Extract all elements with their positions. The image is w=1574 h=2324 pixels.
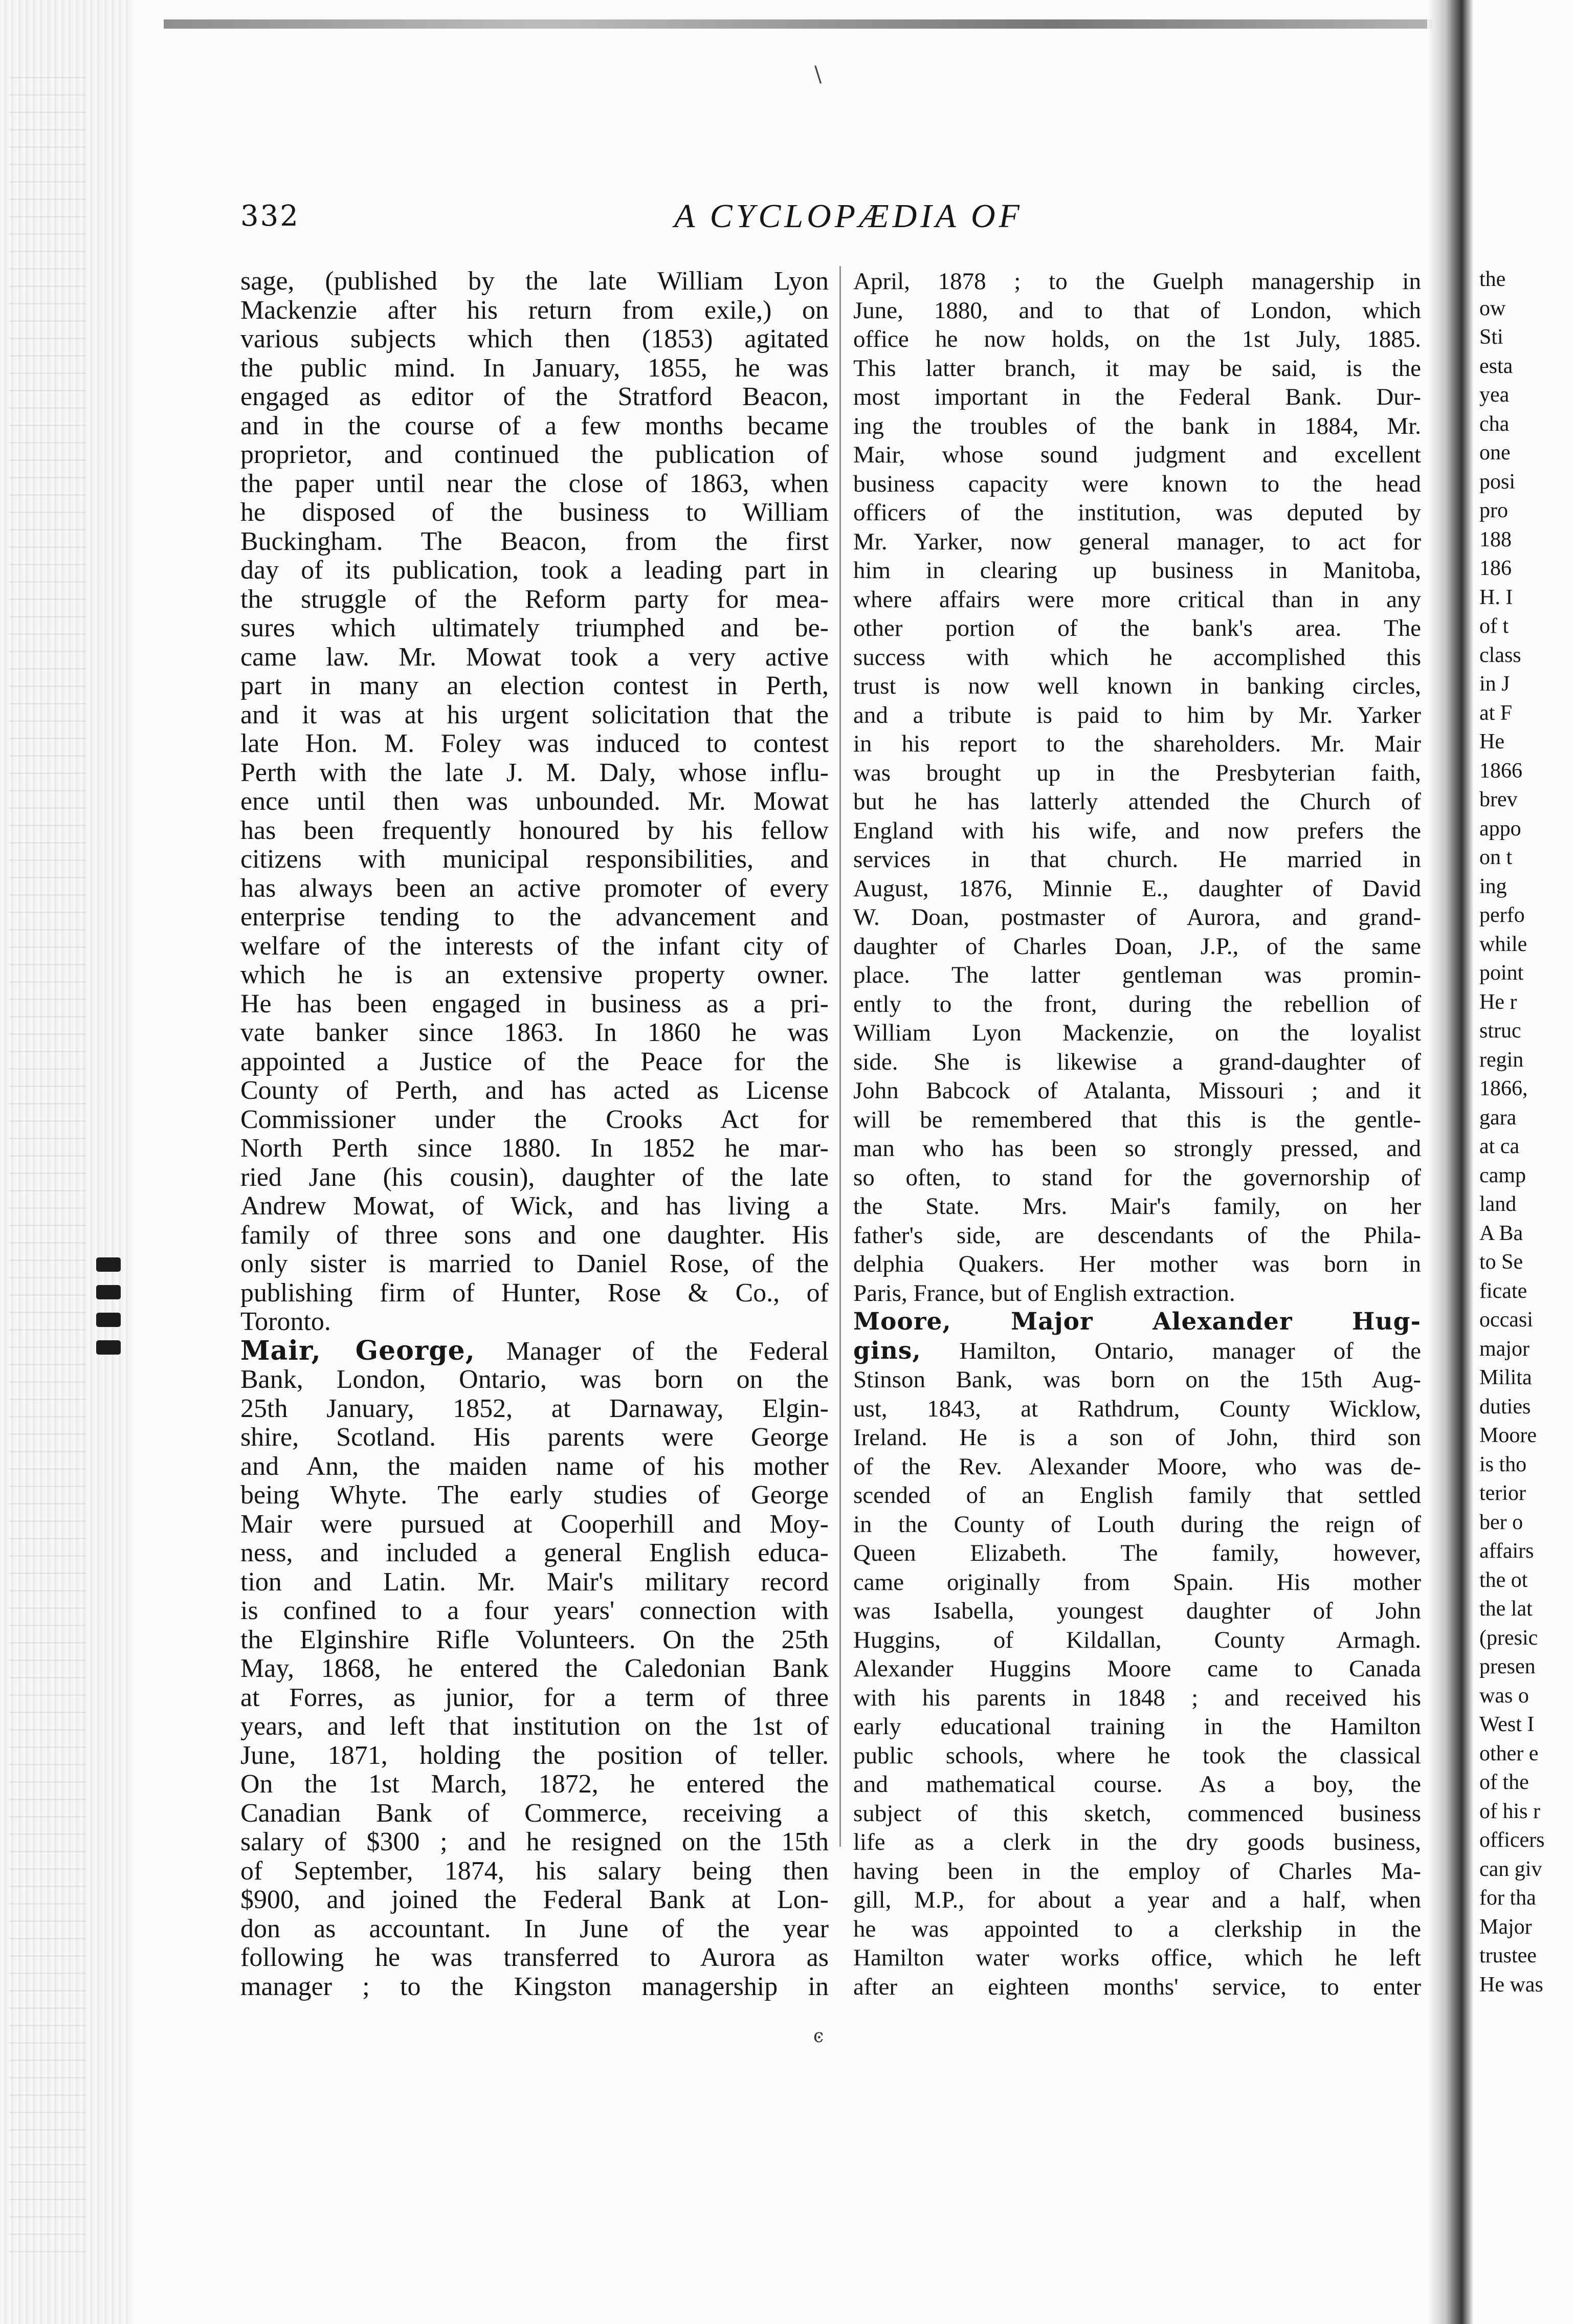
text-line: Hamilton water works office, which he left (853, 1944, 1421, 1971)
facing-fragment: 1866, (1479, 1077, 1528, 1100)
facing-fragment: Moore (1479, 1424, 1537, 1447)
right-column (853, 267, 1421, 2001)
text-line: ness, and included a general English educa- (240, 1539, 829, 1567)
facing-fragment: Sti (1479, 325, 1503, 349)
facing-fragment: major (1479, 1337, 1529, 1361)
facing-fragment: of the (1479, 1770, 1529, 1794)
text-line: officers of the institution, was deputed by (853, 499, 1421, 526)
facing-fragment: Milita (1479, 1366, 1532, 1389)
left-edge-noise (9, 61, 86, 2261)
facing-fragment: land (1479, 1192, 1517, 1216)
text-line: part in many an election contest in Perth, (240, 672, 829, 700)
text-line: the struggle of the Reform party for mea- (240, 585, 829, 614)
facing-fragment: West I (1479, 1713, 1535, 1736)
text-line: enterprise tending to the advancement and (240, 903, 829, 932)
text-line: publishing firm of Hunter, Rose & Co., of (240, 1278, 829, 1308)
text-line: of the Rev. Alexander Moore, who was de- (853, 1453, 1421, 1480)
text-line: him in clearing up business in Manitoba, (853, 557, 1421, 584)
facing-fragment: on t (1479, 846, 1513, 869)
text-line: County of Perth, and has acted as License (240, 1076, 829, 1105)
text-line: On the 1st March, 1872, he entered the (240, 1770, 829, 1799)
column-divider (839, 266, 841, 1847)
running-title: A CYCLOPÆDIA OF (674, 197, 1023, 235)
text-line: has been frequently honoured by his fellow (240, 816, 829, 845)
text-line: don as accountant. In June of the year (240, 1914, 829, 1943)
text-line: August, 1876, Minnie E., daughter of David (853, 875, 1421, 902)
text-line: has always been an active promoter of every (240, 874, 829, 903)
text-line: place. The latter gentleman was promin- (853, 962, 1421, 988)
text-line: Commissioner under the Crooks Act for (240, 1105, 829, 1134)
text-line: and Ann, the maiden name of his mother (240, 1452, 829, 1481)
text-line: where affairs were more critical than in any (853, 586, 1421, 613)
facing-fragment: class (1479, 643, 1521, 667)
text-line: shire, Scotland. His parents were George (240, 1423, 829, 1452)
facing-page-fragments (1479, 265, 1571, 1999)
text-line: Canadian Bank of Commerce, receiving a (240, 1799, 829, 1828)
text-line: he was appointed to a clerkship in the (853, 1915, 1421, 1942)
text-line: Huggins, of Kildallan, County Armagh. (853, 1626, 1421, 1653)
page-number: 332 (240, 200, 300, 233)
facing-fragment: trustee (1479, 1944, 1537, 1967)
text-line: life as a clerk in the dry goods business, (853, 1829, 1421, 1855)
left-column-entry-text (240, 1365, 829, 2001)
text-line: in the County of Louth during the reign of (853, 1511, 1421, 1538)
text-line: This latter branch, it may be said, is the (853, 355, 1421, 382)
text-line: Stinson Bank, was born on the 15th Aug- (853, 1366, 1421, 1393)
entry-heading-mair: Mair, George, (240, 1336, 475, 1365)
text-line: engaged as editor of the Stratford Beacon, (240, 383, 829, 411)
text-line: father's side, are descendants of the Phila- (853, 1222, 1421, 1249)
facing-fragment: is tho (1479, 1452, 1527, 1476)
facing-fragment: pro (1479, 499, 1508, 522)
text-line: delphia Quakers. Her mother was born in (853, 1251, 1421, 1277)
text-line: is confined to a four years' connection with (240, 1597, 829, 1625)
text-line: Andrew Mowat, of Wick, and has living a (240, 1192, 829, 1221)
text-line: day of its publication, took a leading part in (240, 556, 829, 585)
facing-fragment: to Se (1479, 1250, 1523, 1274)
text-line: William Lyon Mackenzie, on the loyalist (853, 1020, 1421, 1046)
text-line: He has been engaged in business as a pri- (240, 989, 829, 1019)
facing-fragment: at F (1479, 701, 1513, 725)
text-line: Toronto. (240, 1308, 331, 1336)
text-line: ried Jane (his cousin), daughter of the late (240, 1163, 829, 1192)
entry-heading-moore: Moore, Major Alexander Hug- (853, 1308, 1421, 1336)
facing-fragment: occasi (1479, 1308, 1533, 1332)
facing-fragment: of t (1479, 614, 1509, 638)
text-line: Ireland. He is a son of John, third son (853, 1424, 1421, 1451)
facing-fragment: appo (1479, 816, 1521, 840)
facing-fragment: can giv (1479, 1857, 1542, 1881)
left-column-text (240, 267, 829, 1337)
text-line: early educational training in the Hamilton (853, 1713, 1421, 1740)
text-line: ence until then was unbounded. Mr. Mowat (240, 787, 829, 816)
text-line: the paper until near the close of 1863, when (240, 469, 829, 498)
facing-fragment: Major (1479, 1915, 1532, 1939)
text-line: $900, and joined the Federal Bank at Lon- (240, 1886, 829, 1914)
facing-fragment: was o (1479, 1684, 1529, 1708)
text-line: welfare of the interests of the infant city of (240, 932, 829, 961)
facing-fragment: 188 (1479, 527, 1512, 551)
text-line: services in that church. He married in (853, 846, 1421, 873)
text-line: late Hon. M. Foley was induced to contest (240, 729, 829, 758)
binding-shadow (1427, 0, 1473, 2324)
text-line: at Forres, as junior, for a term of three (240, 1683, 829, 1712)
facing-fragment: ing (1479, 874, 1507, 898)
facing-fragment: perfo (1479, 903, 1525, 927)
entry-heading-line (853, 1308, 1421, 1337)
facing-fragment: struc (1479, 1019, 1521, 1043)
facing-fragment: (presic (1479, 1626, 1538, 1650)
text-line: Bank, London, Ontario, was born on the (240, 1365, 829, 1394)
text-line: which he is an extensive property owner. (240, 961, 829, 989)
entry-first-line: Hamilton, Ontario, manager of the (959, 1337, 1421, 1364)
facing-fragment: regin (1479, 1048, 1524, 1072)
text-line: was brought up in the Presbyterian faith, (853, 759, 1421, 786)
text-line: side. She is likewise a grand-daughter of (853, 1048, 1421, 1075)
binding-mark (96, 1285, 121, 1299)
facing-fragment: He r (1479, 990, 1517, 1014)
text-line: scended of an English family that settled (853, 1482, 1421, 1509)
facing-fragment: esta (1479, 354, 1513, 378)
facing-fragment: the ot (1479, 1568, 1528, 1592)
facing-fragment: for tha (1479, 1886, 1536, 1910)
facing-fragment: ficate (1479, 1279, 1527, 1303)
text-line: various subjects which then (1853) agitated (240, 325, 829, 353)
facing-fragment: other e (1479, 1741, 1539, 1765)
text-line: years, and left that institution on the 1st of (240, 1712, 829, 1741)
text-line: and it was at his urgent solicitation that the (240, 700, 829, 729)
text-line: Queen Elizabeth. The family, however, (853, 1540, 1421, 1566)
facing-fragment: while (1479, 932, 1527, 956)
facing-fragment: gara (1479, 1105, 1517, 1130)
facing-fragment: A Ba (1479, 1221, 1523, 1245)
entry-first-line: Manager of the Federal (506, 1336, 829, 1365)
facing-fragment: the lat (1479, 1597, 1533, 1621)
text-line: in his report to the shareholders. Mr. Mair (853, 731, 1421, 757)
text-line: sures which ultimately triumphed and be- (240, 614, 829, 643)
binding-mark (96, 1257, 121, 1272)
text-line: the State. Mrs. Mair's family, on her (853, 1193, 1421, 1220)
text-line: citizens with municipal responsibilities, and (240, 845, 829, 874)
text-line: Paris, France, but of English extraction. (853, 1279, 1235, 1307)
text-line: Mr. Yarker, now general manager, to act for (853, 528, 1421, 555)
text-line: and a tribute is paid to him by Mr. Yarker (853, 701, 1421, 728)
facing-fragment: brev (1479, 788, 1518, 811)
text-line: of September, 1874, his salary being then (240, 1856, 829, 1886)
text-line: appointed a Justice of the Peace for the (240, 1047, 829, 1076)
text-line: following he was transferred to Aurora as (240, 1943, 829, 1972)
text-line: was Isabella, youngest daughter of John (853, 1598, 1421, 1624)
text-line: subject of this sketch, commenced business (853, 1800, 1421, 1827)
text-line: ing the troubles of the bank in 1884, Mr. (853, 412, 1421, 439)
text-line: May, 1868, he entered the Caledonian Bank (240, 1654, 829, 1683)
text-line: success with which he accomplished this (853, 644, 1421, 671)
text-line: will be remembered that this is the gentle- (853, 1106, 1421, 1133)
text-line: vate banker since 1863. In 1860 he was (240, 1019, 829, 1047)
text-line: but he has latterly attended the Church of (853, 788, 1421, 815)
text-line: man who has been so strongly pressed, and (853, 1135, 1421, 1162)
text-line: June, 1871, holding the position of teller. (240, 1741, 829, 1770)
text-line: and in the course of a few months became (240, 411, 829, 440)
facing-fragment: ber o (1479, 1510, 1523, 1534)
footer-mark: ͼ (813, 2026, 824, 2047)
text-line: England with his wife, and now prefers the (853, 817, 1421, 844)
facing-fragment: He was (1479, 1973, 1543, 1997)
text-line: tion and Latin. Mr. Mair's military record (240, 1567, 829, 1597)
text-line: ently to the front, during the rebellion of (853, 990, 1421, 1017)
facing-fragment: duties (1479, 1395, 1531, 1419)
facing-fragment: camp (1479, 1163, 1526, 1187)
facing-fragment: affairs (1479, 1539, 1534, 1563)
text-line: Mair were pursued at Cooperhill and Moy- (240, 1510, 829, 1539)
text-line: other portion of the bank's area. The (853, 615, 1421, 641)
facing-fragment: point (1479, 961, 1524, 985)
facing-fragment: in J (1479, 672, 1510, 696)
text-line: the Elginshire Rifle Volunteers. On the 25th (240, 1625, 829, 1654)
stray-mark: \ (814, 61, 822, 86)
entry-heading-line (240, 1337, 829, 1366)
text-line: family of three sons and one daughter. His (240, 1221, 829, 1250)
text-line: sage, (published by the late William Lyon (240, 267, 829, 296)
right-column-entry-text (853, 1365, 1421, 2001)
text-line: April, 1878 ; to the Guelph managership in (853, 268, 1421, 295)
facing-fragment: of his r (1479, 1799, 1540, 1823)
binding-mark (96, 1340, 121, 1355)
text-line: W. Doan, postmaster of Aurora, and grand- (853, 904, 1421, 931)
facing-fragment: at ca (1479, 1135, 1520, 1158)
facing-fragment: ow (1479, 296, 1506, 320)
left-column (240, 267, 829, 2001)
facing-fragment: presen (1479, 1655, 1536, 1678)
facing-fragment: yea (1479, 383, 1510, 407)
text-line: Perth with the late J. M. Daly, whose influ- (240, 758, 829, 787)
text-line: the public mind. In January, 1855, he was (240, 353, 829, 383)
text-line: Buckingham. The Beacon, from the first (240, 527, 829, 556)
binding-mark (96, 1313, 121, 1327)
text-line: John Babcock of Atalanta, Missouri ; and it (853, 1077, 1421, 1104)
top-edge-rule (164, 19, 1432, 29)
facing-fragment: He (1479, 730, 1504, 754)
text-line: came law. Mr. Mowat took a very active (240, 643, 829, 672)
text-line: most important in the Federal Bank. Dur- (853, 384, 1421, 410)
text-line: North Perth since 1880. In 1852 he mar- (240, 1134, 829, 1163)
text-line: salary of $300 ; and he resigned on the 15th (240, 1828, 829, 1856)
facing-fragment: cha (1479, 412, 1510, 436)
text-line: with his parents in 1848 ; and received his (853, 1684, 1421, 1711)
text-line: so often, to stand for the governorship of (853, 1164, 1421, 1191)
text-line: daughter of Charles Doan, J.P., of the same (853, 933, 1421, 960)
entry-heading-line (853, 1337, 1421, 1366)
text-line: office he now holds, on the 1st July, 1885. (853, 326, 1421, 352)
text-line: and mathematical course. As a boy, the (853, 1771, 1421, 1798)
facing-fragment: 1866 (1479, 759, 1522, 783)
facing-fragment: H. I (1479, 585, 1513, 609)
text-line: trust is now well known in banking circles, (853, 673, 1421, 699)
facing-fragment: one (1479, 441, 1511, 464)
text-line: 25th January, 1852, at Darnaway, Elgin- (240, 1394, 829, 1423)
facing-fragment: posi (1479, 470, 1516, 494)
text-line: being Whyte. The early studies of George (240, 1481, 829, 1510)
text-line: proprietor, and continued the publication of (240, 440, 829, 469)
text-line: Alexander Huggins Moore came to Canada (853, 1655, 1421, 1682)
text-line: only sister is married to Daniel Rose, of the (240, 1250, 829, 1278)
text-line: having been in the employ of Charles Ma- (853, 1857, 1421, 1885)
text-line: gill, M.P., for about a year and a half, when (853, 1887, 1421, 1913)
text-line: ust, 1843, at Rathdrum, County Wicklow, (853, 1395, 1421, 1422)
text-line: June, 1880, and to that of London, which (853, 297, 1421, 324)
text-line: public schools, where he took the classical (853, 1742, 1421, 1769)
text-line: came originally from Spain. His mother (853, 1568, 1421, 1596)
facing-fragment: terior (1479, 1481, 1526, 1505)
text-line: after an eighteen months' service, to enter (853, 1973, 1421, 2000)
text-line: business capacity were known to the head (853, 470, 1421, 497)
right-column-text (853, 267, 1421, 1308)
entry-heading-moore-cont: gins, (853, 1336, 921, 1365)
facing-fragment: 186 (1479, 557, 1512, 580)
facing-fragment: officers (1479, 1828, 1545, 1852)
text-line: Mair, whose sound judgment and excellent (853, 441, 1421, 468)
facing-fragment: the (1479, 268, 1506, 291)
text-line: he disposed of the business to William (240, 498, 829, 527)
text-line: manager ; to the Kingston managership in (240, 1972, 829, 2001)
text-line: Mackenzie after his return from exile,) on (240, 296, 829, 325)
